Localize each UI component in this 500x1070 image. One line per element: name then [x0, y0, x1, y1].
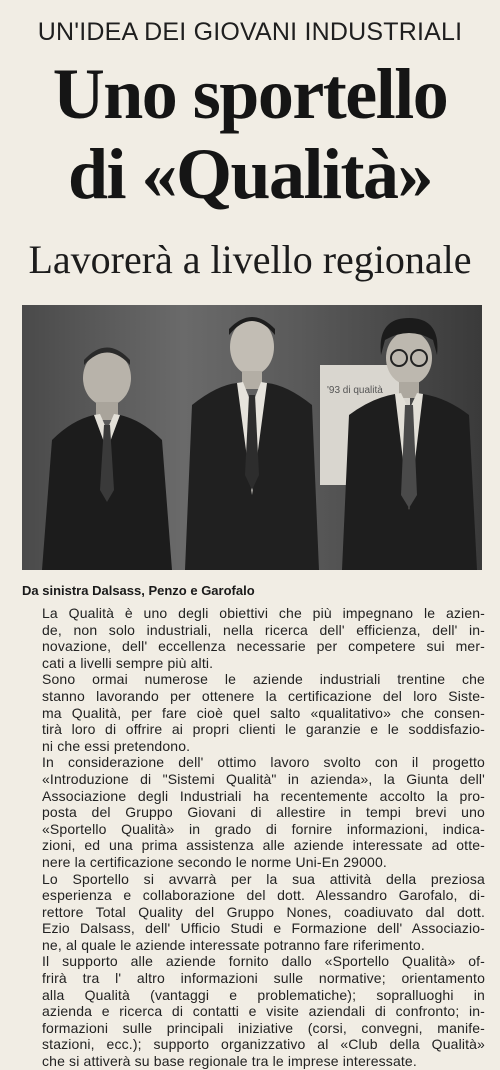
- paragraph-line: stanno lavorando per ottenere la certificazione del loro Siste-: [42, 687, 485, 704]
- paragraph-line: Ezio Dalsass, dell' Ufficio Studi e Formazione dell' Associazio-: [42, 920, 485, 937]
- paragraph-line: novazione, dell' eccellenza necessarie per competere sui mer-: [42, 638, 485, 655]
- paragraph-line: zioni, ed una prima assistenza alle aziende interessate ad otte-: [42, 837, 485, 854]
- paragraph-line: azienda e ricerca di contatti e visite aziendali di confronto; in-: [42, 1003, 485, 1020]
- paragraph-line: formazioni sulle principali iniziative (corsi, convegni, manife-: [42, 1019, 485, 1036]
- paragraph-line: rettore Total Quality del Gruppo Nones, coadiuvato dal dott.: [42, 903, 485, 920]
- paragraph-line: ni che essi pretendono.: [42, 737, 191, 754]
- paragraph-line: stazioni, ecc.); supporto organizzativo al «Club della Qualità»: [42, 1036, 485, 1053]
- paragraph: [30, 953, 485, 1069]
- paragraph-line: Il supporto alle aziende fornito dallo «Sportello Qualità» of-: [42, 953, 485, 970]
- paragraph-line: tirà loro di offrire ai propri clienti le garanzie e le soddisfazio-: [42, 721, 485, 738]
- person-middle: [177, 305, 327, 570]
- paragraph: [30, 754, 485, 870]
- paragraph-line: Lo Sportello si avvarrà per la sua attività della preziosa: [42, 870, 485, 887]
- paragraph-line: «Introduzione di "Sistemi Qualità" in azienda», la Giunta dell': [42, 770, 485, 787]
- paragraph-line: Sono ormai numerose le aziende industriali trentine che: [42, 671, 485, 688]
- photo-caption: Da sinistra Dalsass, Penzo e Garofalo: [22, 583, 255, 598]
- paragraph: [30, 605, 485, 671]
- subhead: Lavorerà a livello regionale: [28, 237, 472, 282]
- person-right: [337, 310, 482, 570]
- paragraph-line: cati a livelli sempre più alti.: [42, 654, 214, 671]
- paragraph-line: frirà tra l' altro informazioni sulle normative; orientamento: [42, 970, 485, 987]
- paragraph-line: posta del Gruppo Giovani di allestire in tempi brevi uno: [42, 804, 485, 821]
- person-left: [32, 330, 182, 570]
- photo-poster-text: '93 di qualità: [327, 385, 383, 396]
- kicker: UN'IDEA DEI GIOVANI INDUSTRIALI: [37, 18, 463, 46]
- headline-line-1: Uno sportello: [52, 54, 448, 134]
- paragraph-line: La Qualità è uno degli obiettivi che più impegnano le azien-: [42, 605, 485, 621]
- paragraph-line: esperienza e collaborazione del dott. Alessandro Garofalo, di-: [42, 887, 485, 904]
- paragraph-line: de, non solo industriali, nella ricerca dell' efficienza, dell' in-: [42, 621, 485, 638]
- paragraph-line: che si attiverà su base regionale tra le imprese interessate.: [42, 1053, 417, 1070]
- paragraph: [30, 671, 485, 754]
- paragraph-line: «Sportello Qualità» in grado di fornire informazioni, indica-: [42, 820, 485, 837]
- article-body: [30, 605, 485, 1070]
- paragraph-line: ma Qualità, per fare cioè quel salto «qualitativo» che consen-: [42, 704, 485, 721]
- paragraph-line: Associazione degli Industriali ha recentemente accolto la pro-: [42, 787, 485, 804]
- paragraph-line: ne, al quale le aziende interessate potranno fare riferimento.: [42, 936, 425, 953]
- paragraph-line: nere la certificazione secondo le norme Uni-En 29000.: [42, 853, 387, 870]
- paragraph: [30, 871, 485, 954]
- headline-line-2: di «Qualità»: [67, 134, 433, 214]
- paragraph-line: In considerazione dell' ottimo lavoro svolto con il progetto: [42, 754, 485, 771]
- photo: [22, 305, 482, 570]
- paragraph-line: alla Qualità (vantaggi e problematiche); sopralluoghi in: [42, 986, 485, 1003]
